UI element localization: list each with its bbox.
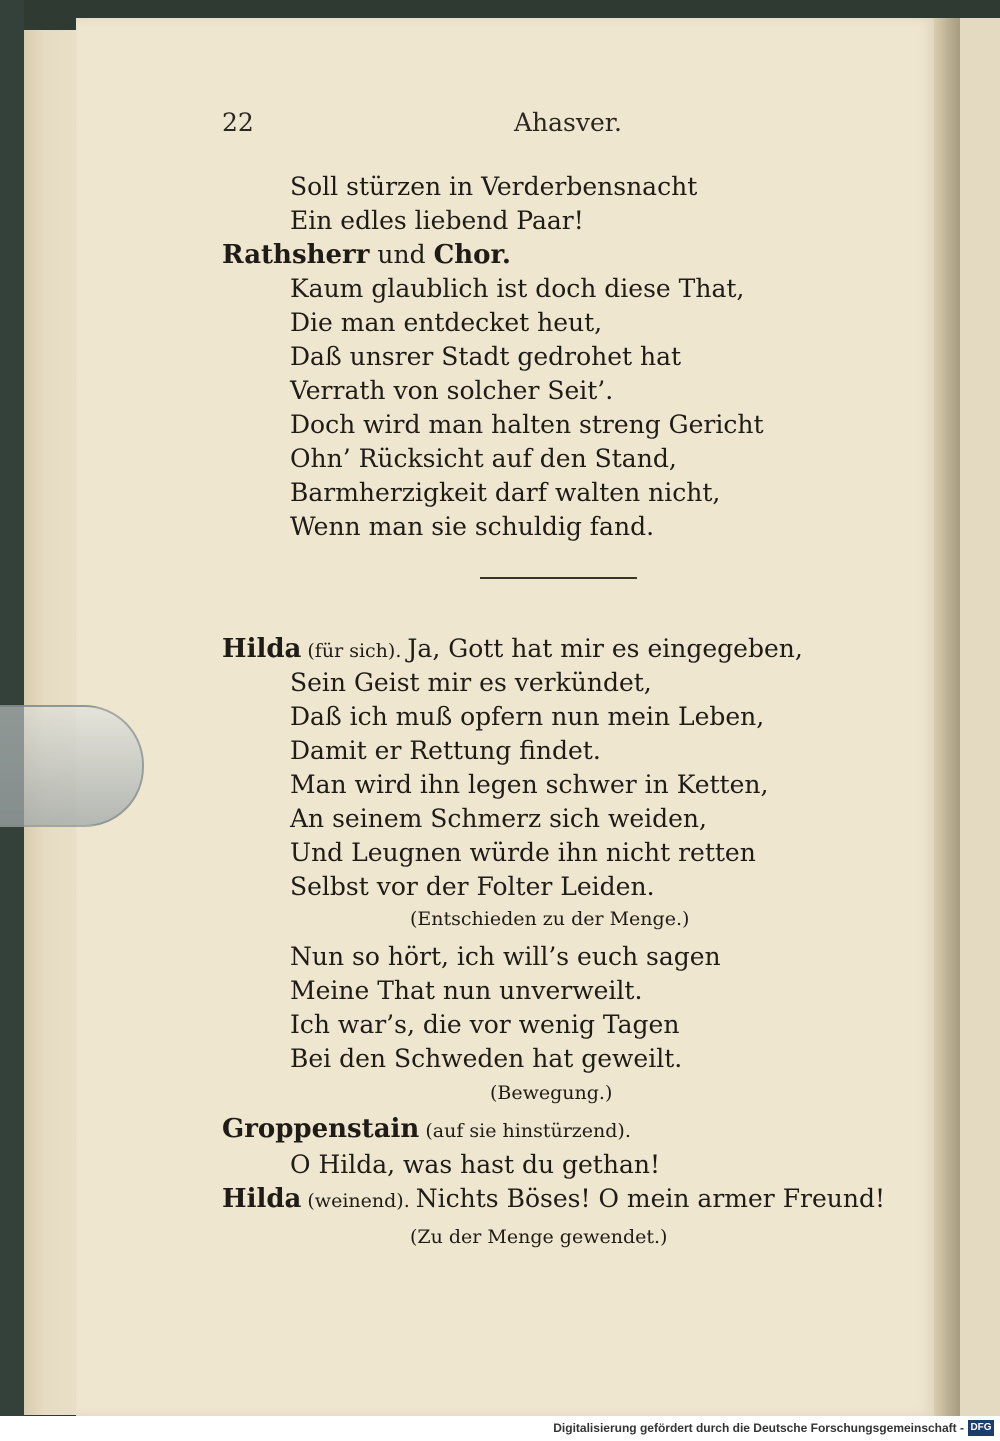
stage-direction: (auf sie hinstürzend). <box>419 1120 631 1142</box>
stage-direction: (Entschieden zu der Menge.) <box>410 908 690 930</box>
verse-line: Damit er Rettung findet. <box>290 736 601 765</box>
verse-line: Selbst vor der Folter Leiden. <box>290 872 655 901</box>
speaker-line <box>222 634 803 664</box>
speaker-line <box>222 1184 885 1214</box>
speaker-line <box>222 240 511 270</box>
verse-line: Sein Geist mir es verkündet, <box>290 668 652 697</box>
running-title: Ahasver. <box>514 108 622 137</box>
verse-line: Barmherzigkeit darf walten nicht, <box>290 478 721 507</box>
verse-line: Wenn man sie schuldig fand. <box>290 512 655 541</box>
facing-page-edge <box>960 18 1000 1416</box>
verse-line: An seinem Schmerz sich weiden, <box>290 804 707 833</box>
verse-line: Ohn’ Rücksicht auf den Stand, <box>290 444 677 473</box>
verse-line: Die man entdecket heut, <box>290 308 603 337</box>
verse-line: O Hilda, was hast du gethan! <box>290 1150 660 1179</box>
section-divider <box>480 577 637 579</box>
verse-line: Kaum glaublich ist doch diese That, <box>290 274 745 303</box>
verse-text: Ja, Gott hat mir es eingegeben, <box>407 634 803 663</box>
verse-line: Doch wird man halten streng Gericht <box>290 410 764 439</box>
speaker-name: Groppenstain <box>222 1114 420 1144</box>
speaker-name: Hilda <box>222 634 302 664</box>
verse-line: Meine That nun unverweilt. <box>290 976 643 1005</box>
stage-direction: (für sich). <box>301 640 408 662</box>
page-number: 22 <box>222 108 254 137</box>
verse-line: Bei den Schweden hat geweilt. <box>290 1044 683 1073</box>
stage-direction: (Bewegung.) <box>490 1082 613 1104</box>
dfg-logo: DFG <box>968 1420 994 1436</box>
verse-line: Ein edles liebend Paar! <box>290 206 584 235</box>
verse-line: Daß unsrer Stadt gedrohet hat <box>290 342 682 371</box>
book-gutter <box>934 18 960 1416</box>
stage-direction: (weinend). <box>301 1190 416 1212</box>
speaker-name: Chor. <box>433 240 511 270</box>
verse-line: Und Leugnen würde ihn nicht retten <box>290 838 756 867</box>
verse-line: Nun so hört, ich will’s euch sagen <box>290 942 721 971</box>
verse-line: Verrath von solcher Seit’. <box>290 376 614 405</box>
speaker-name: Hilda <box>222 1184 302 1214</box>
verse-line: Daß ich muß opfern nun mein Leben, <box>290 702 765 731</box>
verse-line: Ich war’s, die vor wenig Tagen <box>290 1010 680 1039</box>
speaker-line <box>222 1114 631 1144</box>
verse-text: Nichts Böses! O mein armer Freund! <box>415 1184 886 1213</box>
speaker-name: Rathsherr <box>222 240 370 270</box>
verse-line: Man wird ihn legen schwer in Ketten, <box>290 770 769 799</box>
speaker-connector: und <box>369 240 434 269</box>
stage-direction: (Zu der Menge gewendet.) <box>410 1226 668 1248</box>
verse-line: Soll stürzen in Verderbensnacht <box>290 172 698 201</box>
digitization-credit: Digitalisierung gefördert durch die Deutsche Forschungsgemeinschaft - <box>553 1421 964 1435</box>
book-clip <box>0 705 144 827</box>
